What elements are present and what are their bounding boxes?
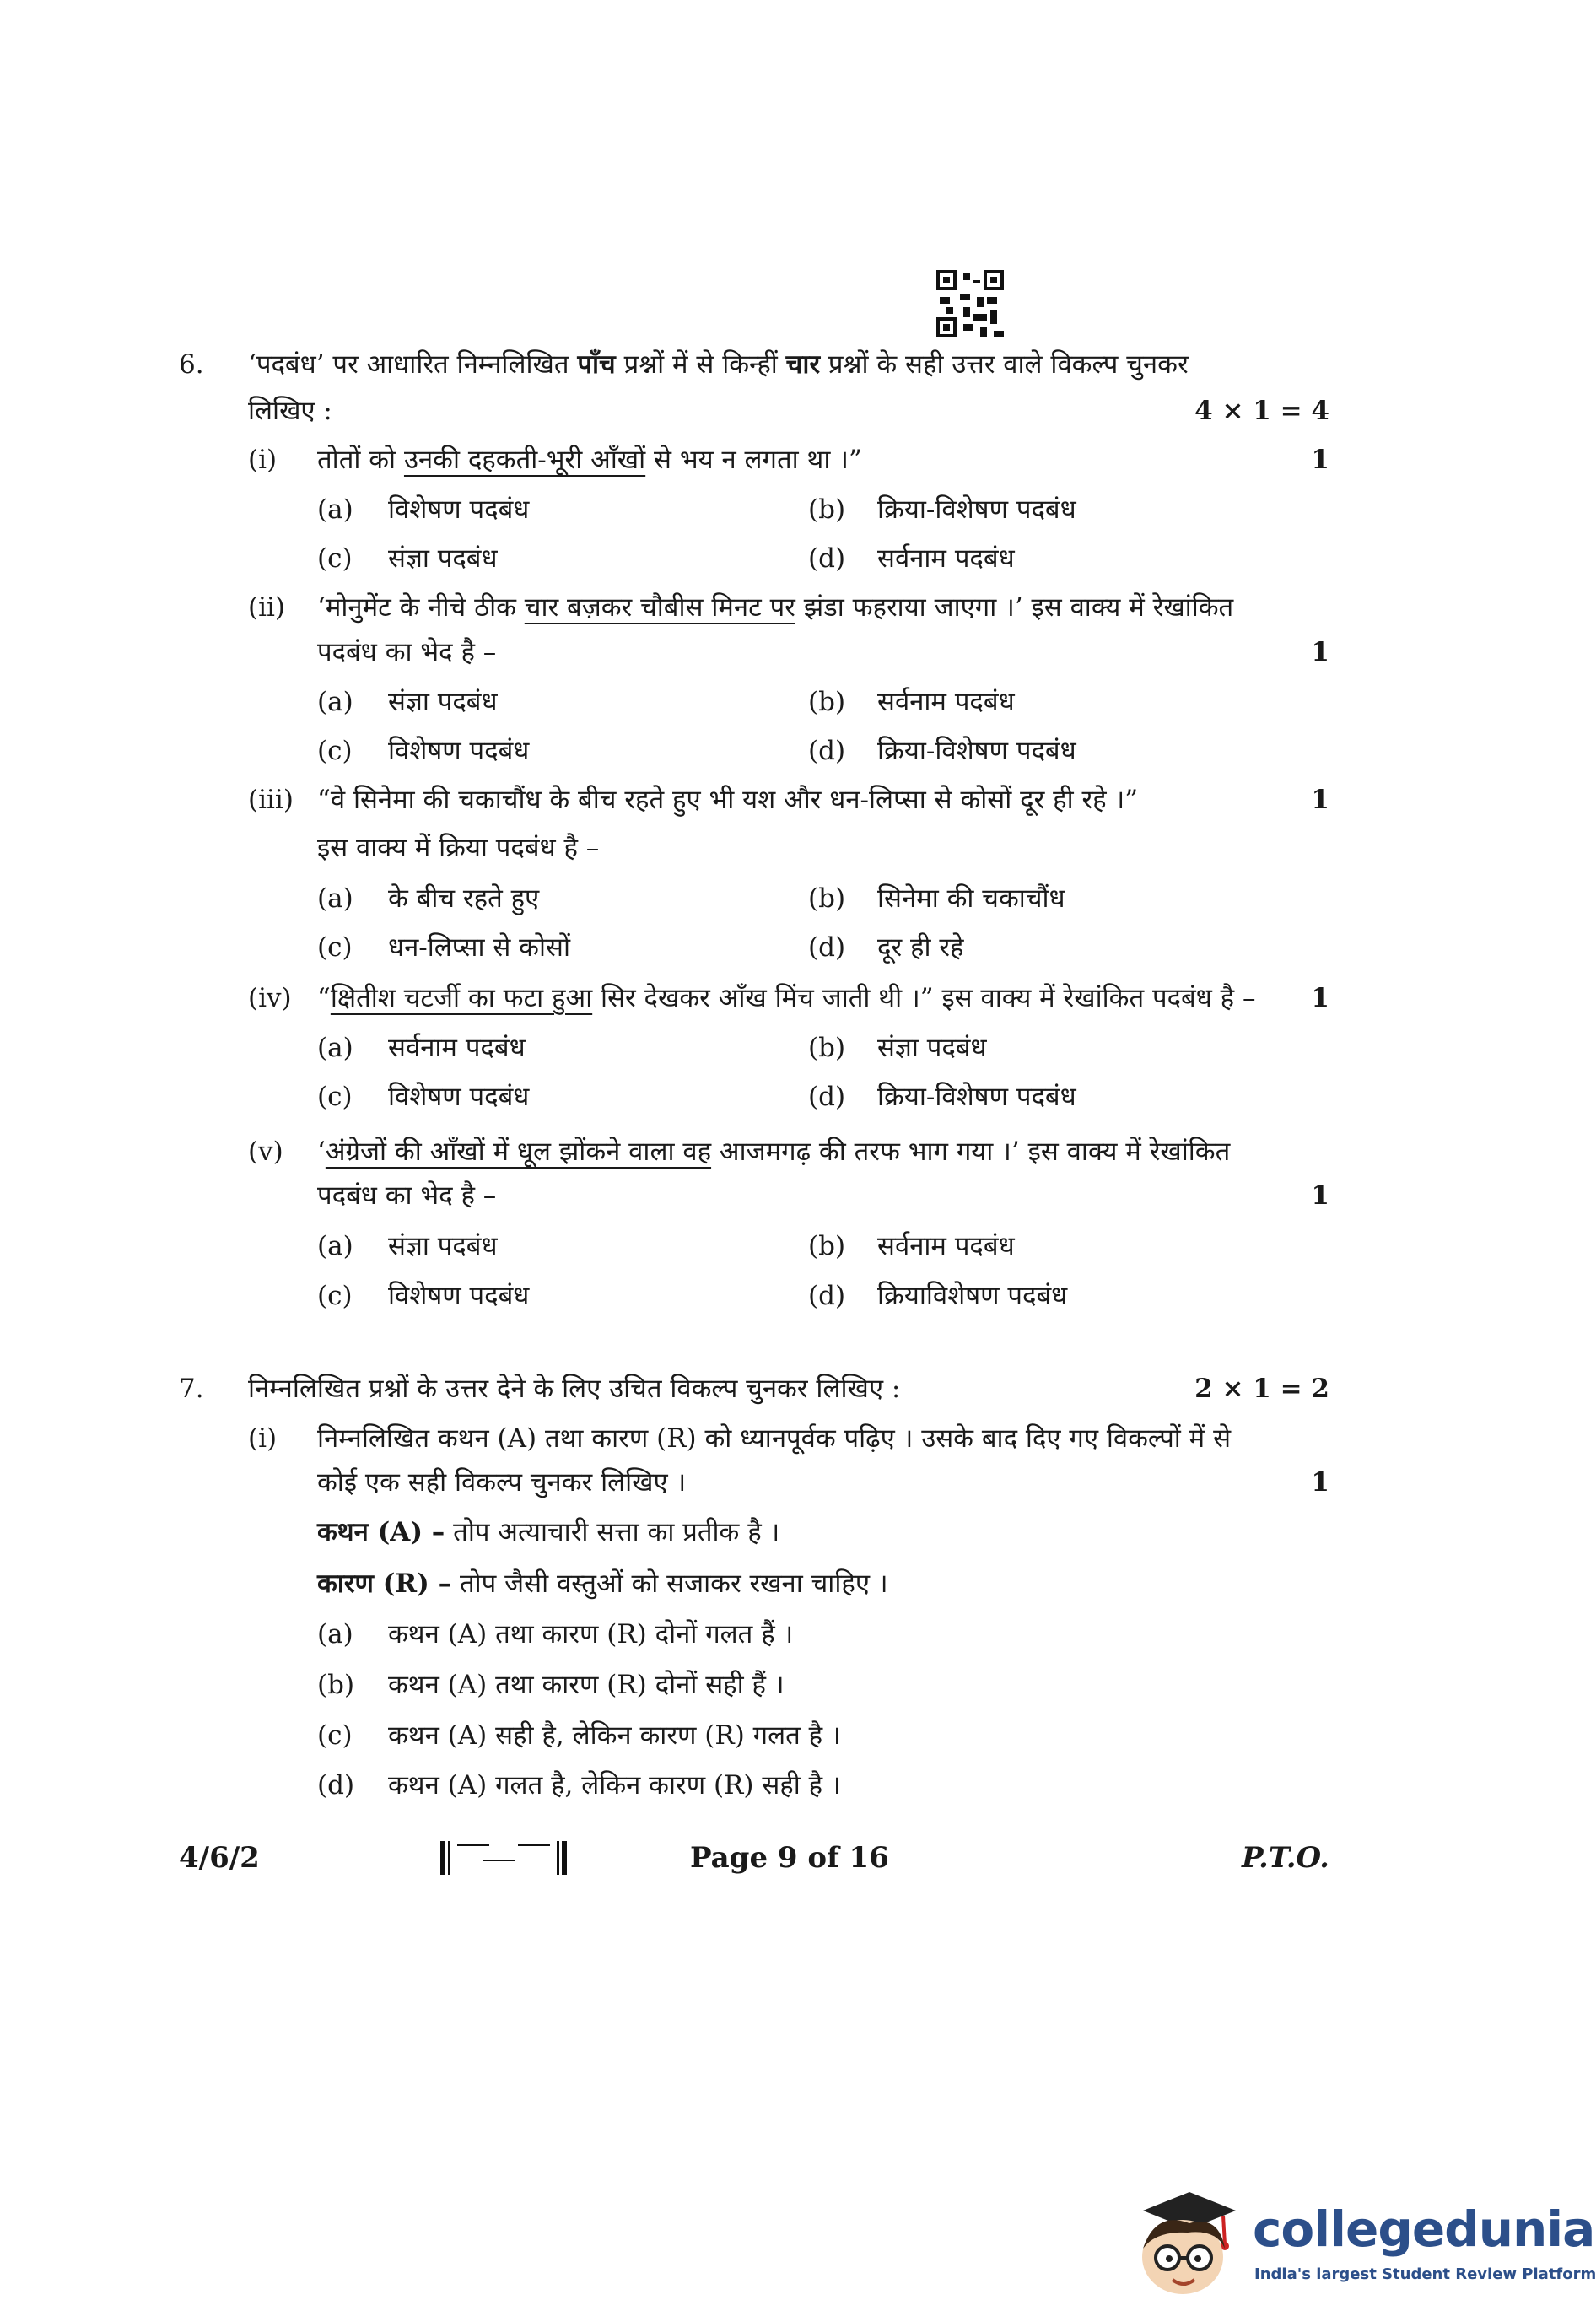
option-text: विशेषण पदबंध — [388, 1281, 530, 1311]
option-text: सर्वनाम पदबंध — [877, 543, 1015, 574]
option-text: विशेषण पदबंध — [388, 736, 530, 766]
option-letter: (c) — [317, 932, 353, 963]
q7-instruction: निम्नलिखित प्रश्नों के उत्तर देने के लिए उचित विकल्प चुनकर लिखिए : — [248, 1374, 901, 1404]
option-text: संज्ञा पदबंध — [388, 687, 498, 717]
q7-i-mark: 1 — [1311, 1467, 1329, 1498]
option-text: संज्ञा पदबंध — [388, 543, 498, 574]
q7-marks: 2 × 1 = 2 — [1194, 1374, 1329, 1404]
q6-iii-mark: 1 — [1311, 785, 1329, 815]
barcode-icon — [440, 1839, 567, 1876]
option-letter: (d) — [808, 1082, 846, 1112]
q6-iv-number: (iv) — [248, 983, 292, 1013]
q6-v-text-line2: पदबंध का भेद है – — [317, 1180, 497, 1211]
q6-iii-text-line1: “वे सिनेमा की चकाचौंध के बीच रहते हुए भी यश और धन-लिप्सा से कोसों दूर ही रहे ।” — [317, 785, 1139, 815]
option-letter: (a) — [317, 1231, 353, 1261]
option-text: संज्ञा पदबंध — [388, 1231, 498, 1261]
option-text: दूर ही रहे — [877, 932, 964, 963]
q6-v-text-line1: ‘अंग्रेजों की आँखों में धूल झोंकने वाला वह आजमगढ़ की तरफ भाग गया ।’ इस वाक्य में रेखांकित — [317, 1137, 1231, 1167]
option-letter: (c) — [317, 543, 353, 574]
q6-instruction-line2: लिखिए : — [248, 396, 332, 426]
q7-number: 7. — [179, 1374, 204, 1404]
q6-iv-mark: 1 — [1311, 983, 1329, 1013]
option-letter: (c) — [317, 736, 353, 766]
option-text: सर्वनाम पदबंध — [877, 1231, 1015, 1261]
option-text: सिनेमा की चकाचौंध — [877, 883, 1065, 914]
option-letter: (b) — [808, 1231, 846, 1261]
q6-ii-number: (ii) — [248, 592, 286, 623]
q6-v-number: (v) — [248, 1137, 283, 1167]
option-letter: (d) — [808, 1281, 846, 1311]
option-text: कथन (A) सही है, लेकिन कारण (R) गलत है । — [388, 1720, 841, 1751]
q6-marks: 4 × 1 = 4 — [1194, 396, 1329, 426]
reason-line: कारण (R) – तोप जैसी वस्तुओं को सजाकर रखना चाहिए । — [317, 1568, 888, 1599]
option-text: कथन (A) तथा कारण (R) दोनों सही हैं । — [388, 1670, 785, 1700]
q7-i-text-line2: कोई एक सही विकल्प चुनकर लिखिए । — [317, 1467, 687, 1498]
pto-label: P.T.O. — [1242, 1841, 1329, 1875]
option-text: क्रियाविशेषण पदबंध — [877, 1281, 1068, 1311]
option-letter: (d) — [808, 932, 846, 963]
option-text: के बीच रहते हुए — [388, 883, 540, 914]
option-text: विशेषण पदबंध — [388, 1082, 530, 1112]
option-letter: (a) — [317, 1619, 353, 1649]
q6-number: 6. — [179, 349, 204, 380]
q6-i-mark: 1 — [1311, 445, 1329, 475]
option-letter: (b) — [808, 687, 846, 717]
q7-i-text-line1: निम्नलिखित कथन (A) तथा कारण (R) को ध्यानपूर्वक पढ़िए । उसके बाद दिए गए विकल्पों में से — [317, 1423, 1232, 1454]
option-text: क्रिया-विशेषण पदबंध — [877, 1082, 1076, 1112]
option-letter: (a) — [317, 883, 353, 914]
option-text: सर्वनाम पदबंध — [388, 1033, 526, 1063]
qr-code — [936, 270, 1004, 337]
q6-iii-text-line2: इस वाक्य में क्रिया पदबंध है – — [317, 833, 600, 863]
option-letter: (d) — [808, 543, 846, 574]
option-text: सर्वनाम पदबंध — [877, 687, 1015, 717]
option-letter: (c) — [317, 1720, 353, 1751]
assertion-line: कथन (A) – तोप अत्याचारी सत्ता का प्रतीक है । — [317, 1517, 780, 1547]
page-number: Page 9 of 16 — [690, 1841, 889, 1875]
q6-v-mark: 1 — [1311, 1180, 1329, 1211]
q6-ii-mark: 1 — [1311, 637, 1329, 667]
option-letter: (c) — [317, 1082, 353, 1112]
option-letter: (b) — [808, 883, 846, 914]
q6-ii-text-line1: ‘मोनुमेंट के नीचे ठीक चार बज़कर चौबीस मिनट पर झंडा फहराया जाएगा ।’ इस वाक्य में रेखांकित — [317, 592, 1234, 623]
option-text: कथन (A) गलत है, लेकिन कारण (R) सही है । — [388, 1770, 841, 1801]
option-letter: (a) — [317, 1033, 353, 1063]
q6-iii-number: (iii) — [248, 785, 294, 815]
option-letter: (d) — [317, 1770, 355, 1801]
q6-iv-text: “क्षितीश चटर्जी का फटा हुआ सिर देखकर आँख मिंच जाती थी ।” इस वाक्य में रेखांकित पदबंध है – — [317, 983, 1256, 1013]
q6-instruction-line1: ‘पदबंध’ पर आधारित निम्नलिखित पाँच प्रश्नों में से किन्हीं चार प्रश्नों के सही उत्तर वाले विकल्प चुनकर — [248, 349, 1189, 380]
brand-name: collegedunia — [1253, 2200, 1595, 2258]
option-letter: (c) — [317, 1281, 353, 1311]
q6-ii-text-line2: पदबंध का भेद है – — [317, 637, 497, 667]
collegedunia-logo — [1105, 2168, 1596, 2300]
option-text: क्रिया-विशेषण पदबंध — [877, 494, 1076, 525]
q7-i-number: (i) — [248, 1423, 278, 1454]
option-text: धन-लिप्सा से कोसों — [388, 932, 570, 963]
q6-i-text: तोतों को उनकी दहकती-भूरी आँखों से भय न लगता था ।” — [317, 445, 862, 475]
mascot-icon — [1122, 2177, 1248, 2300]
option-letter: (d) — [808, 736, 846, 766]
option-letter: (b) — [808, 1033, 846, 1063]
option-text: संज्ञा पदबंध — [877, 1033, 987, 1063]
q6-i-number: (i) — [248, 445, 278, 475]
paper-code: 4/6/2 — [179, 1841, 260, 1875]
option-text: विशेषण पदबंध — [388, 494, 530, 525]
option-letter: (a) — [317, 687, 353, 717]
option-letter: (a) — [317, 494, 353, 525]
option-letter: (b) — [317, 1670, 355, 1700]
option-letter: (b) — [808, 494, 846, 525]
option-text: कथन (A) तथा कारण (R) दोनों गलत हैं । — [388, 1619, 794, 1649]
option-text: क्रिया-विशेषण पदबंध — [877, 736, 1076, 766]
brand-tagline: India's largest Student Review Platform — [1254, 2265, 1596, 2283]
